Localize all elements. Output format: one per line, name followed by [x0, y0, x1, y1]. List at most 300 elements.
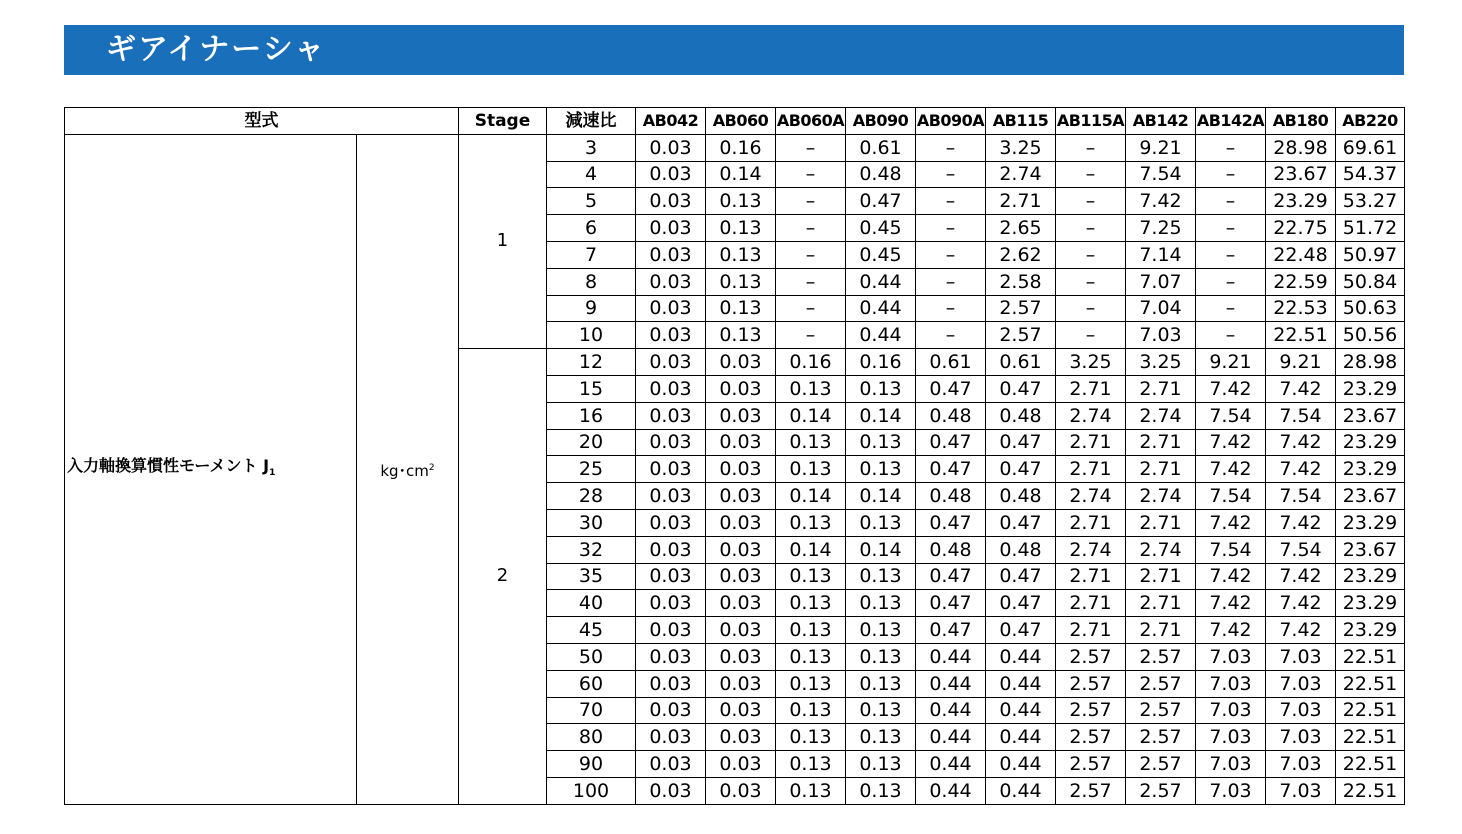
value-cell: 0.61	[916, 349, 986, 376]
value-cell: 2.57	[1056, 643, 1126, 670]
value-cell: 7.03	[1196, 724, 1266, 751]
value-cell: 7.42	[1196, 375, 1266, 402]
value-cell: 2.57	[1126, 777, 1196, 804]
value-cell: –	[916, 241, 986, 268]
value-cell: 0.13	[846, 697, 916, 724]
value-cell: 0.13	[846, 375, 916, 402]
value-cell: 0.47	[916, 617, 986, 644]
value-cell: 0.13	[846, 617, 916, 644]
value-cell: 0.44	[916, 724, 986, 751]
model-header: AB115A	[1056, 108, 1126, 135]
ratio-cell: 50	[547, 643, 636, 670]
value-cell: 2.74	[1126, 483, 1196, 510]
ratio-cell: 30	[547, 509, 636, 536]
value-cell: 2.57	[1126, 724, 1196, 751]
value-cell: 0.03	[706, 617, 776, 644]
value-cell: –	[1196, 241, 1266, 268]
value-cell: 0.13	[846, 643, 916, 670]
value-cell: 0.44	[916, 697, 986, 724]
value-cell: 7.42	[1266, 509, 1336, 536]
value-cell: 22.51	[1266, 322, 1336, 349]
value-cell: 7.42	[1196, 456, 1266, 483]
ratio-cell: 12	[547, 349, 636, 376]
value-cell: –	[1196, 215, 1266, 242]
value-cell: 0.48	[916, 536, 986, 563]
value-cell: –	[776, 268, 846, 295]
value-cell: 0.13	[776, 777, 846, 804]
value-cell: 50.63	[1336, 295, 1405, 322]
value-cell: 0.03	[636, 188, 706, 215]
value-cell: –	[1056, 241, 1126, 268]
value-cell: 0.44	[916, 751, 986, 778]
value-cell: 2.71	[1056, 617, 1126, 644]
unit-text: kg･cm	[380, 461, 429, 480]
value-cell: 2.57	[1126, 751, 1196, 778]
value-cell: 2.57	[1056, 724, 1126, 751]
value-cell: 0.03	[706, 349, 776, 376]
value-cell: 2.74	[986, 161, 1056, 188]
value-cell: 23.67	[1266, 161, 1336, 188]
ratio-cell: 8	[547, 268, 636, 295]
value-cell: 3.25	[986, 134, 1056, 161]
value-cell: –	[1196, 161, 1266, 188]
value-cell: 0.44	[916, 670, 986, 697]
value-cell: –	[1056, 188, 1126, 215]
value-cell: 0.44	[986, 724, 1056, 751]
value-cell: 53.27	[1336, 188, 1405, 215]
value-cell: 7.54	[1126, 161, 1196, 188]
ratio-cell: 10	[547, 322, 636, 349]
value-cell: 0.47	[986, 456, 1056, 483]
value-cell: 0.14	[776, 402, 846, 429]
value-cell: 0.03	[636, 509, 706, 536]
value-cell: 7.54	[1196, 402, 1266, 429]
value-cell: 3.25	[1056, 349, 1126, 376]
value-cell: 0.48	[986, 483, 1056, 510]
value-cell: 7.03	[1266, 643, 1336, 670]
value-cell: 23.29	[1336, 617, 1405, 644]
value-cell: 2.74	[1056, 536, 1126, 563]
value-cell: –	[776, 322, 846, 349]
value-cell: 0.03	[706, 590, 776, 617]
value-cell: –	[916, 295, 986, 322]
model-header: AB220	[1336, 108, 1405, 135]
value-cell: 0.47	[986, 617, 1056, 644]
value-cell: 2.71	[1056, 590, 1126, 617]
table-row	[65, 134, 1405, 161]
value-cell: 0.47	[846, 188, 916, 215]
value-cell: 22.51	[1336, 751, 1405, 778]
value-cell: 0.44	[846, 322, 916, 349]
value-cell: 0.13	[706, 295, 776, 322]
value-cell: –	[916, 134, 986, 161]
value-cell: 0.13	[846, 429, 916, 456]
value-cell: 0.03	[706, 563, 776, 590]
value-cell: 7.42	[1196, 563, 1266, 590]
value-cell: 9.21	[1266, 349, 1336, 376]
ratio-cell: 15	[547, 375, 636, 402]
value-cell: –	[916, 215, 986, 242]
value-cell: 0.47	[916, 456, 986, 483]
value-cell: 0.13	[846, 777, 916, 804]
value-cell: 0.45	[846, 241, 916, 268]
value-cell: 0.03	[706, 536, 776, 563]
value-cell: 2.57	[1056, 751, 1126, 778]
value-cell: 2.71	[1126, 509, 1196, 536]
value-cell: 0.13	[846, 751, 916, 778]
value-cell: 0.03	[706, 697, 776, 724]
value-cell: 0.13	[846, 724, 916, 751]
value-cell: 7.42	[1266, 456, 1336, 483]
value-cell: 2.74	[1056, 483, 1126, 510]
value-cell: 0.03	[636, 402, 706, 429]
value-cell: 0.44	[986, 643, 1056, 670]
value-cell: 7.42	[1196, 590, 1266, 617]
value-cell: 28.98	[1266, 134, 1336, 161]
value-cell: 0.13	[776, 456, 846, 483]
value-cell: 7.54	[1266, 536, 1336, 563]
value-cell: –	[916, 161, 986, 188]
value-cell: 7.14	[1126, 241, 1196, 268]
value-cell: 2.71	[1056, 563, 1126, 590]
value-cell: –	[916, 188, 986, 215]
value-cell: 0.03	[636, 697, 706, 724]
value-cell: 0.44	[986, 751, 1056, 778]
value-cell: 0.03	[636, 777, 706, 804]
value-cell: 7.03	[1266, 697, 1336, 724]
value-cell: 0.13	[776, 617, 846, 644]
value-cell: 0.47	[986, 375, 1056, 402]
value-cell: –	[1056, 295, 1126, 322]
value-cell: 2.57	[1056, 697, 1126, 724]
value-cell: 0.44	[846, 295, 916, 322]
unit-cell	[357, 134, 459, 804]
value-cell: 0.13	[846, 670, 916, 697]
value-cell: 2.57	[1126, 697, 1196, 724]
value-cell: 3.25	[1126, 349, 1196, 376]
ratio-cell: 80	[547, 724, 636, 751]
value-cell: 0.13	[776, 751, 846, 778]
value-cell: 0.47	[986, 429, 1056, 456]
value-cell: 2.71	[1126, 456, 1196, 483]
value-cell: 0.03	[706, 751, 776, 778]
value-cell: 23.29	[1336, 563, 1405, 590]
value-cell: 0.14	[776, 483, 846, 510]
value-cell: –	[1196, 188, 1266, 215]
value-cell: 0.14	[776, 536, 846, 563]
ratio-cell: 4	[547, 161, 636, 188]
value-cell: 2.71	[1126, 590, 1196, 617]
value-cell: 0.14	[846, 402, 916, 429]
value-cell: 7.04	[1126, 295, 1196, 322]
value-cell: –	[1196, 268, 1266, 295]
value-cell: 0.44	[986, 670, 1056, 697]
value-cell: 0.03	[706, 643, 776, 670]
value-cell: 0.03	[636, 134, 706, 161]
value-cell: 0.03	[706, 402, 776, 429]
value-cell: 0.44	[986, 777, 1056, 804]
ratio-cell: 40	[547, 590, 636, 617]
value-cell: 0.47	[986, 563, 1056, 590]
row-label-text: 入力軸換算慣性モーメント J	[67, 455, 270, 475]
value-cell: 2.62	[986, 241, 1056, 268]
value-cell: 2.71	[1126, 563, 1196, 590]
value-cell: 0.03	[636, 724, 706, 751]
value-cell: 0.13	[776, 670, 846, 697]
ratio-cell: 45	[547, 617, 636, 644]
value-cell: 0.13	[776, 643, 846, 670]
value-cell: 7.42	[1266, 617, 1336, 644]
ratio-cell: 32	[547, 536, 636, 563]
ratio-cell: 7	[547, 241, 636, 268]
value-cell: 50.56	[1336, 322, 1405, 349]
value-cell: 22.51	[1336, 777, 1405, 804]
value-cell: –	[916, 268, 986, 295]
value-cell: 0.47	[916, 509, 986, 536]
row-label	[65, 134, 357, 804]
value-cell: 0.13	[776, 375, 846, 402]
value-cell: 0.03	[706, 375, 776, 402]
value-cell: 0.13	[706, 215, 776, 242]
value-cell: 0.48	[916, 483, 986, 510]
gear-inertia-table	[64, 107, 1405, 805]
ratio-cell: 3	[547, 134, 636, 161]
value-cell: 0.44	[916, 777, 986, 804]
value-cell: –	[1196, 295, 1266, 322]
value-cell: –	[1196, 134, 1266, 161]
value-cell: 0.48	[986, 536, 1056, 563]
value-cell: 2.65	[986, 215, 1056, 242]
value-cell: 0.48	[916, 402, 986, 429]
value-cell: 7.03	[1266, 670, 1336, 697]
value-cell: 0.47	[916, 429, 986, 456]
ratio-cell: 6	[547, 215, 636, 242]
value-cell: 0.13	[776, 429, 846, 456]
value-cell: 0.03	[706, 456, 776, 483]
value-cell: 0.16	[776, 349, 846, 376]
value-cell: 0.03	[636, 751, 706, 778]
value-cell: 22.75	[1266, 215, 1336, 242]
value-cell: 0.03	[636, 295, 706, 322]
value-cell: 7.07	[1126, 268, 1196, 295]
value-cell: 9.21	[1126, 134, 1196, 161]
value-cell: 22.59	[1266, 268, 1336, 295]
value-cell: 0.03	[636, 322, 706, 349]
value-cell: 7.54	[1266, 402, 1336, 429]
header-row	[65, 108, 1405, 135]
value-cell: –	[1056, 134, 1126, 161]
value-cell: 23.67	[1336, 402, 1405, 429]
value-cell: 0.13	[706, 322, 776, 349]
value-cell: 0.03	[636, 483, 706, 510]
value-cell: –	[776, 161, 846, 188]
value-cell: 2.71	[1056, 375, 1126, 402]
value-cell: 7.54	[1266, 483, 1336, 510]
value-cell: 0.03	[636, 590, 706, 617]
model-header: AB060A	[776, 108, 846, 135]
model-header: AB060	[706, 108, 776, 135]
value-cell: 22.51	[1336, 724, 1405, 751]
value-cell: 0.13	[706, 268, 776, 295]
value-cell: –	[1056, 161, 1126, 188]
value-cell: 28.98	[1336, 349, 1405, 376]
ratio-cell: 100	[547, 777, 636, 804]
value-cell: 7.42	[1196, 617, 1266, 644]
value-cell: 0.16	[706, 134, 776, 161]
value-cell: 2.57	[1126, 670, 1196, 697]
value-cell: 0.03	[636, 215, 706, 242]
value-cell: 7.03	[1196, 643, 1266, 670]
ratio-cell: 16	[547, 402, 636, 429]
value-cell: 23.29	[1336, 456, 1405, 483]
row-label-subscript: 1	[269, 467, 276, 478]
value-cell: 7.03	[1196, 777, 1266, 804]
value-cell: 7.54	[1196, 483, 1266, 510]
value-cell: 2.57	[1056, 777, 1126, 804]
value-cell: 7.03	[1196, 751, 1266, 778]
value-cell: 23.29	[1336, 375, 1405, 402]
unit-superscript: 2	[428, 462, 435, 473]
table-body	[65, 134, 1405, 804]
value-cell: 7.03	[1266, 777, 1336, 804]
value-cell: 2.74	[1126, 536, 1196, 563]
value-cell: 0.03	[636, 563, 706, 590]
value-cell: 0.03	[706, 483, 776, 510]
value-cell: 9.21	[1196, 349, 1266, 376]
value-cell: 0.44	[916, 643, 986, 670]
value-cell: 0.13	[846, 590, 916, 617]
ratio-cell: 28	[547, 483, 636, 510]
value-cell: 2.58	[986, 268, 1056, 295]
value-cell: 22.48	[1266, 241, 1336, 268]
value-cell: 22.53	[1266, 295, 1336, 322]
ratio-cell: 60	[547, 670, 636, 697]
value-cell: 0.47	[986, 590, 1056, 617]
value-cell: 7.42	[1266, 375, 1336, 402]
value-cell: 2.57	[986, 322, 1056, 349]
value-cell: 0.13	[706, 241, 776, 268]
value-cell: 0.48	[846, 161, 916, 188]
value-cell: 0.47	[986, 509, 1056, 536]
value-cell: –	[1056, 268, 1126, 295]
value-cell: 50.84	[1336, 268, 1405, 295]
value-cell: 69.61	[1336, 134, 1405, 161]
value-cell: 23.29	[1336, 590, 1405, 617]
value-cell: 0.03	[636, 268, 706, 295]
value-cell: 0.03	[636, 643, 706, 670]
value-cell: 0.13	[776, 697, 846, 724]
value-cell: 0.03	[706, 724, 776, 751]
value-cell: 0.13	[706, 188, 776, 215]
value-cell: 7.42	[1126, 188, 1196, 215]
value-cell: 0.61	[986, 349, 1056, 376]
value-cell: 0.48	[986, 402, 1056, 429]
value-cell: –	[776, 215, 846, 242]
value-cell: –	[776, 295, 846, 322]
stage-header: Stage	[459, 108, 547, 135]
value-cell: 2.71	[1056, 456, 1126, 483]
value-cell: 22.51	[1336, 697, 1405, 724]
value-cell: 0.03	[636, 161, 706, 188]
value-cell: 0.47	[916, 590, 986, 617]
value-cell: 7.03	[1196, 697, 1266, 724]
value-cell: 0.14	[706, 161, 776, 188]
value-cell: 2.74	[1056, 402, 1126, 429]
title-banner	[64, 25, 1404, 75]
value-cell: 22.51	[1336, 643, 1405, 670]
value-cell: 0.03	[636, 536, 706, 563]
value-cell: 7.03	[1196, 670, 1266, 697]
ratio-cell: 25	[547, 456, 636, 483]
value-cell: 0.03	[636, 617, 706, 644]
value-cell: 0.03	[706, 429, 776, 456]
model-header: AB042	[636, 108, 706, 135]
value-cell: 0.03	[636, 349, 706, 376]
value-cell: 22.51	[1336, 670, 1405, 697]
ratio-cell: 90	[547, 751, 636, 778]
model-header: AB142	[1126, 108, 1196, 135]
ratio-cell: 35	[547, 563, 636, 590]
value-cell: –	[1056, 322, 1126, 349]
value-cell: 7.03	[1266, 724, 1336, 751]
value-cell: 0.03	[636, 429, 706, 456]
value-cell: 7.54	[1196, 536, 1266, 563]
value-cell: 2.71	[1126, 429, 1196, 456]
value-cell: 0.47	[916, 563, 986, 590]
value-cell: 2.71	[1056, 429, 1126, 456]
ratio-cell: 9	[547, 295, 636, 322]
value-cell: 23.67	[1336, 483, 1405, 510]
value-cell: 7.42	[1266, 590, 1336, 617]
value-cell: 0.44	[846, 268, 916, 295]
ratio-cell: 70	[547, 697, 636, 724]
value-cell: 2.57	[986, 295, 1056, 322]
value-cell: 7.42	[1196, 429, 1266, 456]
value-cell: –	[776, 241, 846, 268]
stage-cell: 2	[459, 349, 547, 805]
value-cell: 0.03	[706, 509, 776, 536]
ratio-header: 減速比	[547, 108, 636, 135]
value-cell: 7.03	[1266, 751, 1336, 778]
value-cell: –	[776, 188, 846, 215]
value-cell: 7.25	[1126, 215, 1196, 242]
value-cell: 7.42	[1196, 509, 1266, 536]
value-cell: 0.47	[916, 375, 986, 402]
value-cell: 0.03	[706, 777, 776, 804]
value-cell: 0.14	[846, 483, 916, 510]
value-cell: 23.67	[1336, 536, 1405, 563]
value-cell: 51.72	[1336, 215, 1405, 242]
stage-cell: 1	[459, 134, 547, 348]
value-cell: –	[916, 322, 986, 349]
value-cell: 2.71	[986, 188, 1056, 215]
value-cell: 0.13	[846, 509, 916, 536]
value-cell: 2.74	[1126, 402, 1196, 429]
value-cell: 2.57	[1056, 670, 1126, 697]
value-cell: 0.03	[636, 670, 706, 697]
value-cell: 0.13	[846, 456, 916, 483]
value-cell: 0.13	[776, 509, 846, 536]
value-cell: 0.03	[706, 670, 776, 697]
value-cell: 7.42	[1266, 563, 1336, 590]
value-cell: 23.29	[1266, 188, 1336, 215]
value-cell: 0.03	[636, 375, 706, 402]
value-cell: 0.14	[846, 536, 916, 563]
value-cell: 7.42	[1266, 429, 1336, 456]
value-cell: 0.03	[636, 456, 706, 483]
value-cell: 0.13	[776, 563, 846, 590]
value-cell: –	[1196, 322, 1266, 349]
